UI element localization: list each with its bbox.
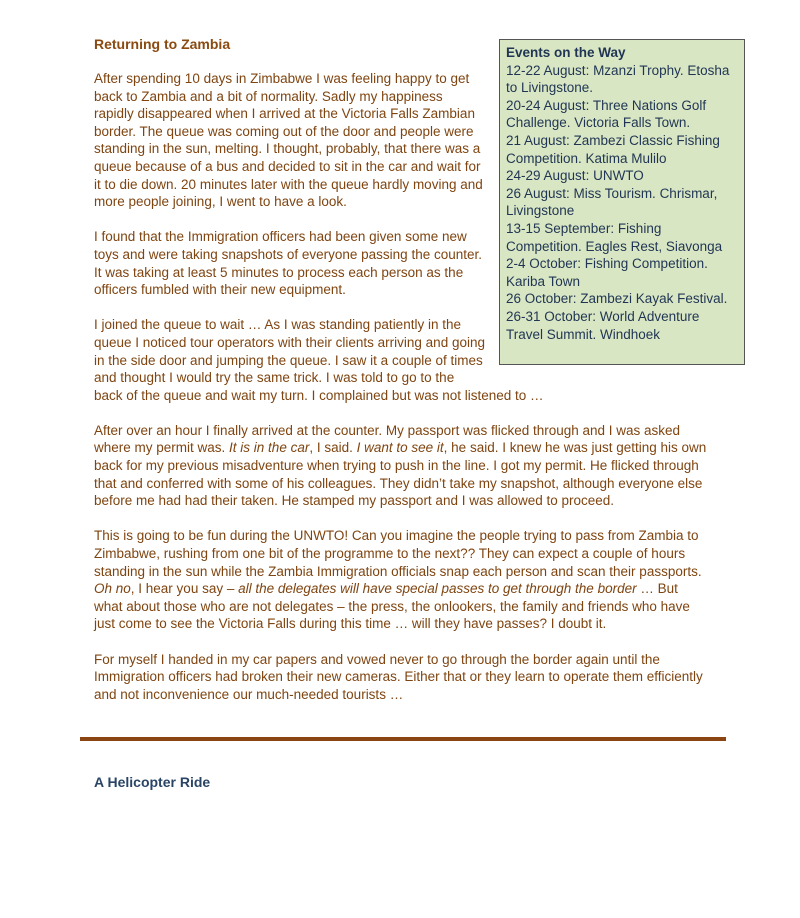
- events-sidebar-box: [499, 39, 745, 365]
- paragraph-text: After over an hour I finally arrived at the counter. My passport was flicked through and I was asked where my permit was.: [94, 422, 681, 456]
- event-item: 21 August: Zambezi Classic Fishing Competition. Katima Mulilo: [506, 132, 720, 166]
- paragraph-text: This is going to be fun during the UNWTO! Can you imagine the people trying to pass from Zambia to Zimbabwe, rushing from one bit of the programme to the next?? They can expect a couple of hours standing in the sun while the Zambia Immigration officials snap each person and scan their passports.: [94, 528, 702, 579]
- event-item: 26 August: Miss Tourism. Chrismar, Livingstone: [506, 185, 718, 219]
- events-box-title: Events on the Way: [506, 45, 626, 60]
- italic-text: It is in the car: [229, 440, 310, 456]
- events-list: [506, 62, 738, 344]
- paragraph-text: I joined the queue to wait … As I was standing patiently in the queue I noticed tour operators with their clients arriving and going in the side door and jumping the queue. I saw it a couple of times and thought I would try the same trick. I was told to go to the back of the queue and wait my turn. I complained but was not listened to …: [94, 317, 544, 403]
- article-title: Returning to Zambia: [94, 36, 231, 52]
- article-body: [94, 45, 730, 721]
- next-section-title: A Helicopter Ride: [94, 774, 211, 790]
- event-item: 13-15 September: Fishing Competition. Eagles Rest, Siavonga: [506, 220, 723, 254]
- event-item: 26 October: Zambezi Kayak Festival.: [506, 291, 728, 307]
- paragraph-text: … But what about those who are not delegates – the press, the onlookers, the family and friends who have just come to see the Victoria Falls during this time … will they have passes? I doubt it.: [94, 581, 690, 632]
- paragraph-text: , I said.: [309, 440, 357, 456]
- italic-text: all the delegates will have special passes to get through the border: [238, 581, 637, 597]
- section-divider: [80, 737, 726, 741]
- event-item: 26-31 October: World Adventure Travel Summit. Windhoek: [506, 308, 700, 342]
- paragraph-text: After spending 10 days in Zimbabwe I was feeling happy to get back to Zambia and a bit of normality. Sadly my happiness rapidly disappeared when I arrived at the Victoria Falls Zambian border. The queue was coming out of the door and people were standing in the sun, melting. I thought, probably, that there was a queue because of a bus and decided to sit in the car and wait for it to die down. 20 minutes later with the queue hardly moving and more people joining, I went to have a look.: [94, 71, 483, 210]
- paragraph-text: , I hear you say –: [130, 581, 239, 597]
- paragraph-text: , he said. I knew he was just getting his own back for my previous misadventure when trying to push in the line. I got my permit. He flicked through that and conferred with some of his colleagues. They didn’t take my snapshot, although everyone else before me had had their taken. He stamped my passport and I was allowed to proceed.: [94, 440, 707, 509]
- article-paragraph: [94, 651, 710, 704]
- event-item: 20-24 August: Three Nations Golf Challenge. Victoria Falls Town.: [506, 97, 707, 131]
- event-item: 2-4 October: Fishing Competition. Kariba Town: [506, 256, 708, 289]
- event-item: 12-22 August: Mzanzi Trophy. Etosha to Livingstone.: [506, 62, 730, 96]
- paragraph-text: For myself I handed in my car papers and vowed never to go through the border again until the Immigration officers had broken their new cameras. Either that or they learn to operate them efficiently and not inconvenience our much-needed tourists …: [94, 651, 703, 702]
- paragraph-text: I found that the Immigration officers had been given some new toys and were taking snapshots of everyone passing the counter. It was taking at least 5 minutes to process each person as the officers fumbled with their new equipment.: [94, 229, 482, 298]
- italic-text: I want to see it: [356, 440, 444, 456]
- italic-text: Oh no: [94, 581, 131, 597]
- article-paragraph: [94, 527, 710, 633]
- article-paragraph: [94, 422, 710, 510]
- event-item: 24-29 August: UNWTO: [506, 168, 644, 184]
